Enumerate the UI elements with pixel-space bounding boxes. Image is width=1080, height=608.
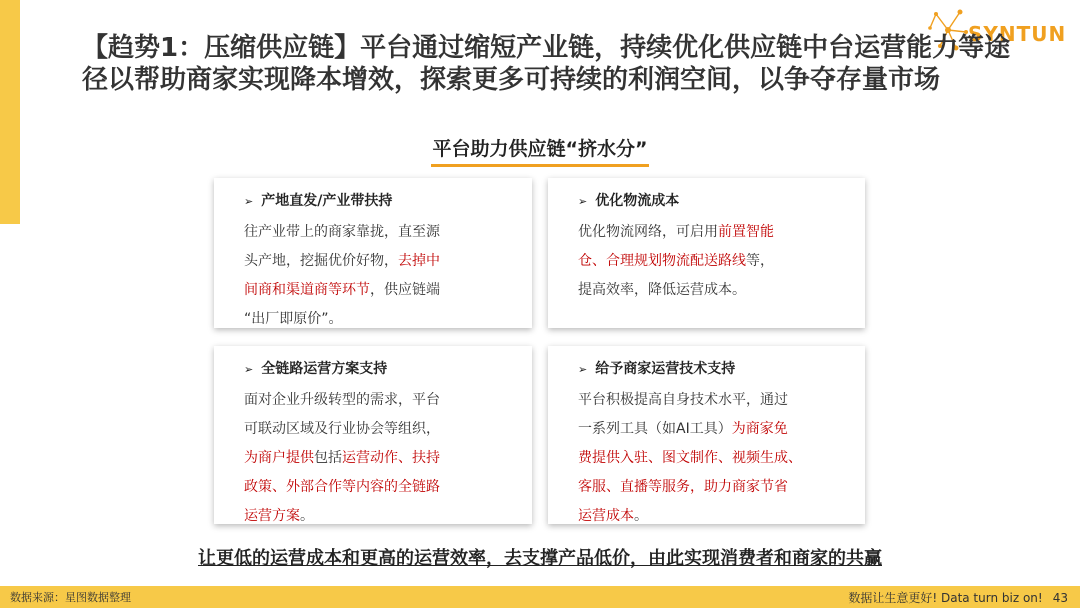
highlighted-text: 去掉中 bbox=[398, 253, 440, 269]
body-text: 一系列工具（如AI工具） bbox=[578, 421, 732, 437]
triangle-right-arrow-icon: ➢ bbox=[578, 195, 588, 208]
body-text: 。 bbox=[634, 508, 648, 524]
card-line bbox=[578, 386, 802, 415]
body-text: 平台积极提高自身技术水平，通过 bbox=[578, 392, 788, 408]
brand-name: SYNTUN bbox=[968, 22, 1067, 46]
body-text: 往产业带上的商家靠拢，直至源 bbox=[244, 224, 440, 240]
card-logistics-cost bbox=[548, 178, 865, 328]
highlighted-text: 为商家免 bbox=[731, 421, 788, 437]
card-body bbox=[244, 218, 440, 334]
triangle-right-arrow-icon: ➢ bbox=[244, 195, 254, 208]
card-line bbox=[578, 247, 774, 276]
highlighted-text: 客服、直播等服务，助力商家节省 bbox=[578, 479, 788, 495]
section-subtitle: 平台助力供应链“挤水分” bbox=[431, 134, 650, 167]
footer-slogan-group bbox=[848, 589, 1068, 606]
card-line bbox=[578, 444, 802, 473]
card-title: 产地直发/产业带扶持 bbox=[261, 193, 393, 209]
footer-bar bbox=[0, 586, 1080, 608]
body-text: 优化物流网络，可启用 bbox=[578, 224, 718, 240]
card-title: 全链路运营方案支持 bbox=[261, 361, 388, 377]
left-accent-bar bbox=[0, 0, 20, 224]
card-body bbox=[578, 386, 802, 531]
card-line bbox=[244, 386, 440, 415]
page-number: 43 bbox=[1052, 591, 1068, 605]
conclusion-text: 让更低的运营成本和更高的运营效率，去支撑产品低价，由此实现消费者和商家的共赢 bbox=[198, 548, 882, 569]
card-body bbox=[578, 218, 774, 305]
body-text: 提高效率，降低运营成本。 bbox=[578, 282, 746, 298]
body-text: 包括 bbox=[314, 450, 342, 466]
slogan: 数据让生意更好! Data turn biz on! bbox=[848, 591, 1043, 605]
card-tech-support bbox=[548, 346, 865, 524]
body-text: 面对企业升级转型的需求，平台 bbox=[244, 392, 440, 408]
card-line bbox=[578, 218, 774, 247]
card-body bbox=[244, 386, 440, 531]
triangle-right-arrow-icon: ➢ bbox=[578, 363, 588, 376]
highlighted-text: 仓、合理规划物流配送路线 bbox=[578, 253, 746, 269]
card-line bbox=[244, 444, 440, 473]
body-text: 等， bbox=[746, 253, 774, 269]
highlighted-text: 费提供入驻、图文制作、视频生成、 bbox=[578, 450, 802, 466]
body-text: “出厂即原价”。 bbox=[244, 311, 343, 327]
highlighted-text: 运营成本 bbox=[578, 508, 634, 524]
card-line bbox=[578, 276, 774, 305]
card-origin-direct bbox=[214, 178, 532, 328]
highlighted-text: 政策、外部合作等内容的全链路 bbox=[244, 479, 440, 495]
highlighted-text: 运营动作、扶持 bbox=[342, 450, 440, 466]
highlighted-text: 间商和渠道商等环节 bbox=[244, 282, 370, 298]
card-line bbox=[244, 247, 440, 276]
card-line bbox=[578, 415, 802, 444]
body-text: 头产地，挖掘优价好物， bbox=[244, 253, 398, 269]
card-full-chain-operation bbox=[214, 346, 532, 524]
body-text: 。 bbox=[300, 508, 314, 524]
card-line bbox=[244, 415, 440, 444]
card-line bbox=[244, 502, 440, 531]
highlighted-text: 运营方案 bbox=[244, 508, 300, 524]
card-title: 给予商家运营技术支持 bbox=[595, 361, 736, 377]
data-source: 数据来源：星图数据整理 bbox=[10, 591, 131, 604]
body-text: ，供应链端 bbox=[370, 282, 440, 298]
card-line bbox=[244, 276, 440, 305]
card-line bbox=[244, 305, 440, 334]
card-line bbox=[244, 473, 440, 502]
card-line bbox=[578, 502, 802, 531]
highlighted-text: 为商户提供 bbox=[244, 450, 314, 466]
card-line bbox=[578, 473, 802, 502]
highlighted-text: 前置智能 bbox=[718, 224, 774, 240]
card-line bbox=[244, 218, 440, 247]
card-title: 优化物流成本 bbox=[595, 193, 680, 209]
triangle-right-arrow-icon: ➢ bbox=[244, 363, 254, 376]
page-headline: 【趋势1：压缩供应链】平台通过缩短产业链，持续优化供应链中台运营能力等途径以帮助商家实现降本增效，探索更多可持续的利润空间，以争夺存量市场 bbox=[82, 33, 1011, 95]
body-text: 可联动区域及行业协会等组织， bbox=[244, 421, 440, 437]
